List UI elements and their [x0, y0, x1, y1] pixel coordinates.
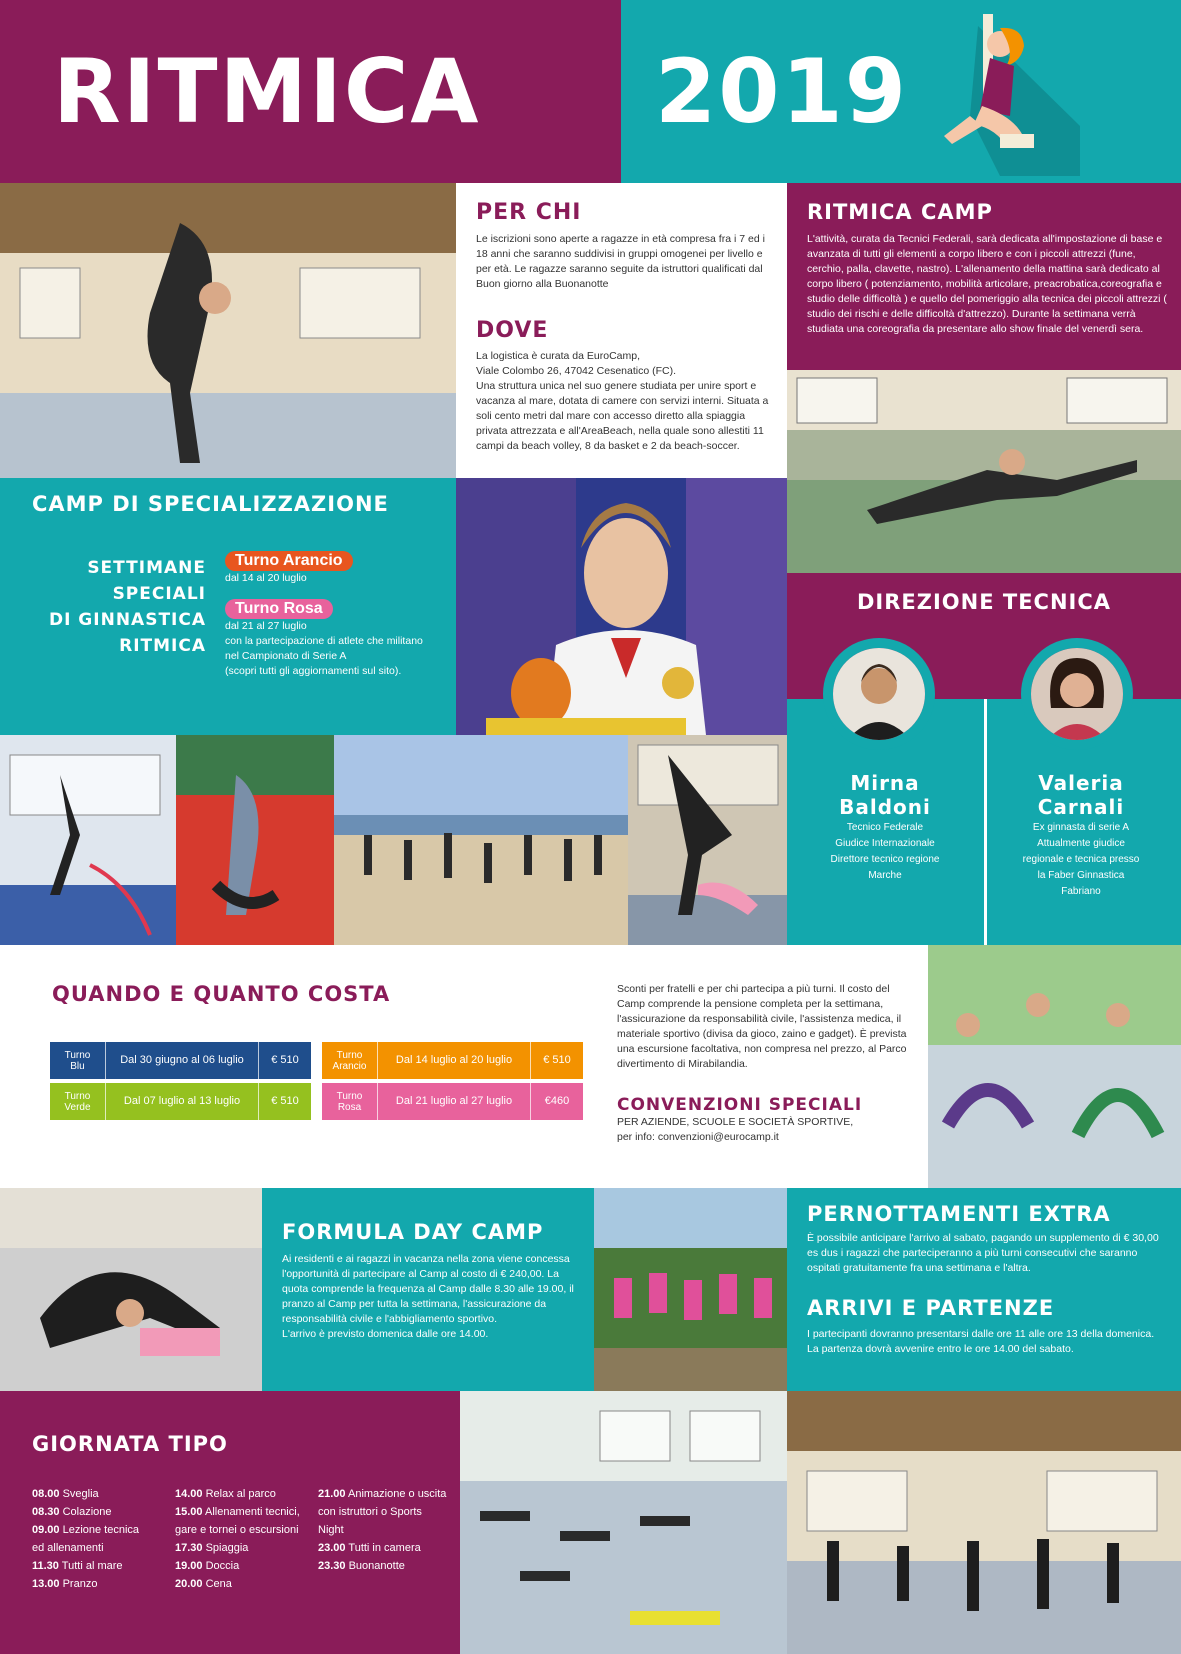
schedule-item: 20.00 Cena: [175, 1578, 232, 1590]
arrivi-text: I partecipanti dovranno presentarsi dalle ore 11 alle ore 13 della domenica. La partenza dovrà avvenire entro le ore 14.00 del sabato.: [807, 1328, 1155, 1355]
convenzioni-title: CONVENZIONI SPECIALI: [617, 1095, 863, 1115]
turno-rosa-badge: Turno Rosa: [225, 599, 333, 619]
page-title: RITMICA: [53, 40, 481, 143]
giornata-title: GIORNATA TIPO: [32, 1432, 228, 1456]
turno-name: [50, 1042, 105, 1079]
quando-title: QUANDO E QUANTO COSTA: [52, 982, 391, 1006]
turno-rosa-line: dal 21 al 27 luglio: [225, 620, 307, 632]
photo-park-group: [594, 1188, 787, 1391]
schedule-col-2: [175, 1485, 300, 1593]
schedule-item: 17.30 Spiaggia: [175, 1542, 249, 1554]
avatar-valeria-carnali: [1021, 638, 1133, 750]
turno-dates: Dal 14 luglio al 20 luglio: [395, 1054, 513, 1066]
photo-beach-group: [334, 735, 628, 945]
arrivi-title: ARRIVI E PARTENZE: [807, 1296, 1055, 1320]
ritmica-camp-text: L'attività, curata da Tecnici Federali, sarà dedicata all'impostazione di base e avanzata di tutti gli elementi a corpo libero e con i piccoli attrezzi (fune, cerchio, palla, clavette, nastro). L'allenamento della mattina sarà dedicato al corpo libero ( potenziamento, mobilità articolare, preacrobatica,coreografia e studio delle difficoltà ) e quello del pomeriggio alla tecnica dei piccoli attrezzi ( studio dei rischi e delle difficoltà d'attrezzo). Durante la settimana verrà studiata una coreografia da presentare allo show finale del venerdì sera.: [807, 233, 1167, 335]
photo-gymnast-backbend: [0, 183, 456, 478]
person-last-name: Baldoni: [839, 795, 931, 819]
bio-line: Fabriano: [1061, 886, 1101, 897]
dove-line: Una struttura unica nel suo genere studiata per unire sport e vacanza al mare, dotata di camere con servizi interni. Situata a soli cento metri dal mare con accesso diretto alla spiaggia privata attrezzata e all'AreaBeach, nella quale sono allestiti 11 campi da beach volley, 8 da basket e 2 da beach-soccer.: [476, 380, 769, 452]
person-name-mirna: [800, 771, 970, 819]
gymnast-icon: [940, 6, 1080, 176]
bio-line: Marche: [868, 870, 902, 881]
bio-line: Giudice Internazionale: [835, 838, 935, 849]
turno-color: Blu: [70, 1060, 85, 1072]
day-camp-desc: Ai residenti e ai ragazzi in vacanza nella zona viene concessa l'opportunità di partecipare al Camp al costo di € 240,00. La quota comprende la frequenza al Camp dalle 8.30 alle 19.00, il pranzo al Camp per tutta la settimana, l'assicurazione da responsabilità civile e l'abbigliamento sportivo.: [282, 1253, 574, 1325]
turno-rosa-line: con la partecipazione di atlete che militano: [225, 635, 423, 647]
turno-dates: Dal 21 luglio al 27 luglio: [395, 1095, 513, 1107]
dove-title: DOVE: [476, 318, 549, 343]
dove-text: [476, 349, 772, 454]
price-row-rosa: [322, 1083, 583, 1120]
schedule-item: 21.00 Animazione o uscita con istruttori o Sports Night: [318, 1488, 447, 1536]
person-bio-mirna: [800, 820, 970, 884]
subtitle-line: SPECIALI: [112, 584, 206, 604]
turno-dates: Dal 07 luglio al 13 luglio: [123, 1095, 241, 1107]
person-bio-valeria: [996, 820, 1166, 900]
turno-arancio-dates: dal 14 al 20 luglio: [225, 572, 307, 584]
schedule-item: 23.30 Buonanotte: [318, 1560, 405, 1572]
schedule-item: 19.00 Doccia: [175, 1560, 240, 1572]
day-camp-title: FORMULA DAY CAMP: [282, 1220, 544, 1244]
sconti-text: Sconti per fratelli e per chi partecipa a più turni. Il costo del Camp comprende la pensione completa per la settimana, l'assicurazione da responsabilità civile, l'assistenza medica, il materiale sportivo (divisa da gioco, zaino e gadget). È prevista una escursione facoltativa, non compresa nel prezzo, al Parco divertimento di Mirabilandia.: [617, 983, 907, 1070]
person-last-name: Carnali: [1037, 795, 1125, 819]
photo-ribbon-gym: [0, 735, 176, 945]
specializzazione-subtitle: [30, 555, 206, 659]
turno-color: Arancio: [332, 1060, 367, 1072]
page-year: 2019: [655, 40, 908, 143]
pernottamenti-title: PERNOTTAMENTI EXTRA: [807, 1202, 1111, 1226]
per-chi-text: Le iscrizioni sono aperte a ragazze in età compresa fra i 7 ed i 18 anni che saranno suddivisi in gruppi omogenei per livello e per età. Le ragazze saranno seguite da istruttori qualificati dal Buon giorno alla Buonanotte: [476, 233, 765, 290]
photo-champion-medal: [456, 478, 787, 735]
schedule-item: 14.00 Relax al parco: [175, 1488, 276, 1500]
photo-stretching: [0, 1188, 262, 1391]
subtitle-line: RITMICA: [119, 636, 206, 656]
subtitle-line: DI GINNASTICA: [48, 610, 206, 630]
turno-label: Turno: [336, 1049, 363, 1061]
person-first-name: Mirna: [850, 771, 920, 795]
turno-price: € 510: [271, 1095, 299, 1107]
schedule-item: 23.00 Tutti in camera: [318, 1542, 421, 1554]
day-camp-text: [282, 1252, 582, 1342]
turno-label: Turno: [64, 1090, 91, 1102]
schedule-item: 09.00 Lezione tecnica ed allenamenti: [32, 1524, 140, 1554]
turno-rosa-line: (scopri tutti gli aggiornamenti sul sito).: [225, 665, 402, 677]
turno-dates: Dal 30 giugno al 06 luglio: [120, 1054, 244, 1066]
turno-price: €460: [544, 1095, 570, 1107]
turno-color: Rosa: [337, 1101, 362, 1113]
direzione-title: DIREZIONE TECNICA: [856, 590, 1112, 614]
specializzazione-title: CAMP DI SPECIALIZZAZIONE: [32, 492, 389, 516]
pernottamenti-text: È possibile anticipare l'arrivo al sabato, pagando un supplemento di € 30,00 es dus i ragazzi che parteciperanno a più turni consecutivi che saranno ospitati gratuitamente fra una settimana e l'altra.: [807, 1232, 1159, 1274]
person-name-valeria: [996, 771, 1166, 819]
convenzioni-line: per info: convenzioni@eurocamp.it: [617, 1131, 779, 1143]
bio-line: Ex ginnasta di serie A: [1032, 822, 1130, 833]
turno-color: Verde: [64, 1101, 91, 1113]
dove-line: Viale Colombo 26, 47042 Cesenatico (FC).: [476, 365, 676, 377]
photo-waterpark: [928, 945, 1181, 1188]
ritmica-camp-title: RITMICA CAMP: [807, 200, 993, 224]
schedule-col-1: [32, 1485, 142, 1593]
turno-rosa-block: [225, 598, 450, 679]
turno-name: [322, 1042, 377, 1079]
turno-label: Turno: [336, 1090, 363, 1102]
schedule-item: 13.00 Pranzo: [32, 1578, 98, 1590]
turno-name: [322, 1083, 377, 1120]
photo-red-mat: [176, 735, 334, 945]
dove-line: La logistica è curata da EuroCamp,: [476, 350, 641, 362]
schedule-item: 08.30 Colazione: [32, 1506, 112, 1518]
price-row-arancio: [322, 1042, 583, 1079]
price-row-blu: [50, 1042, 311, 1079]
bio-line: regionale e tecnica presso: [1022, 854, 1140, 865]
per-chi-title: PER CHI: [476, 200, 582, 225]
convenzioni-line: PER AZIENDE, SCUOLE E SOCIETÀ SPORTIVE,: [617, 1116, 854, 1128]
turno-name: [50, 1083, 105, 1120]
bio-line: Direttore tecnico regione: [830, 854, 940, 865]
photo-gym-leg-hold: [628, 735, 787, 945]
photo-gym-floor-bands: [460, 1391, 787, 1654]
person-first-name: Valeria: [1038, 771, 1124, 795]
turno-price: € 510: [543, 1054, 571, 1066]
schedule-item: 15.00 Allenamenti tecnici, gare e tornei o escursioni: [175, 1506, 300, 1536]
schedule-item: 11.30 Tutti al mare: [32, 1560, 123, 1572]
day-camp-note: L'arrivo è previsto domenica dalle ore 14.00.: [282, 1328, 489, 1340]
turno-rosa-text: [225, 619, 450, 679]
bio-line: Tecnico Federale: [846, 822, 924, 833]
bio-line: la Faber Ginnastica: [1037, 870, 1125, 881]
turno-arancio-badge: Turno Arancio: [225, 551, 353, 571]
schedule-col-3: [318, 1485, 450, 1575]
photo-gym-hall-group: [787, 1391, 1181, 1654]
price-row-verde: [50, 1083, 311, 1120]
subtitle-line: SETTIMANE: [87, 558, 206, 578]
turno-price: € 510: [271, 1054, 299, 1066]
convenzioni-text: [617, 1115, 917, 1145]
photo-gym-split: [787, 370, 1181, 573]
bio-line: Attualmente giudice: [1037, 838, 1125, 849]
schedule-item: 08.00 Sveglia: [32, 1488, 99, 1500]
turno-arancio-block: [225, 550, 450, 587]
turno-label: Turno: [64, 1049, 91, 1061]
direzione-divider: [984, 699, 987, 945]
turno-rosa-line: nel Campionato di Serie A: [225, 650, 347, 662]
avatar-mirna-baldoni: [823, 638, 935, 750]
